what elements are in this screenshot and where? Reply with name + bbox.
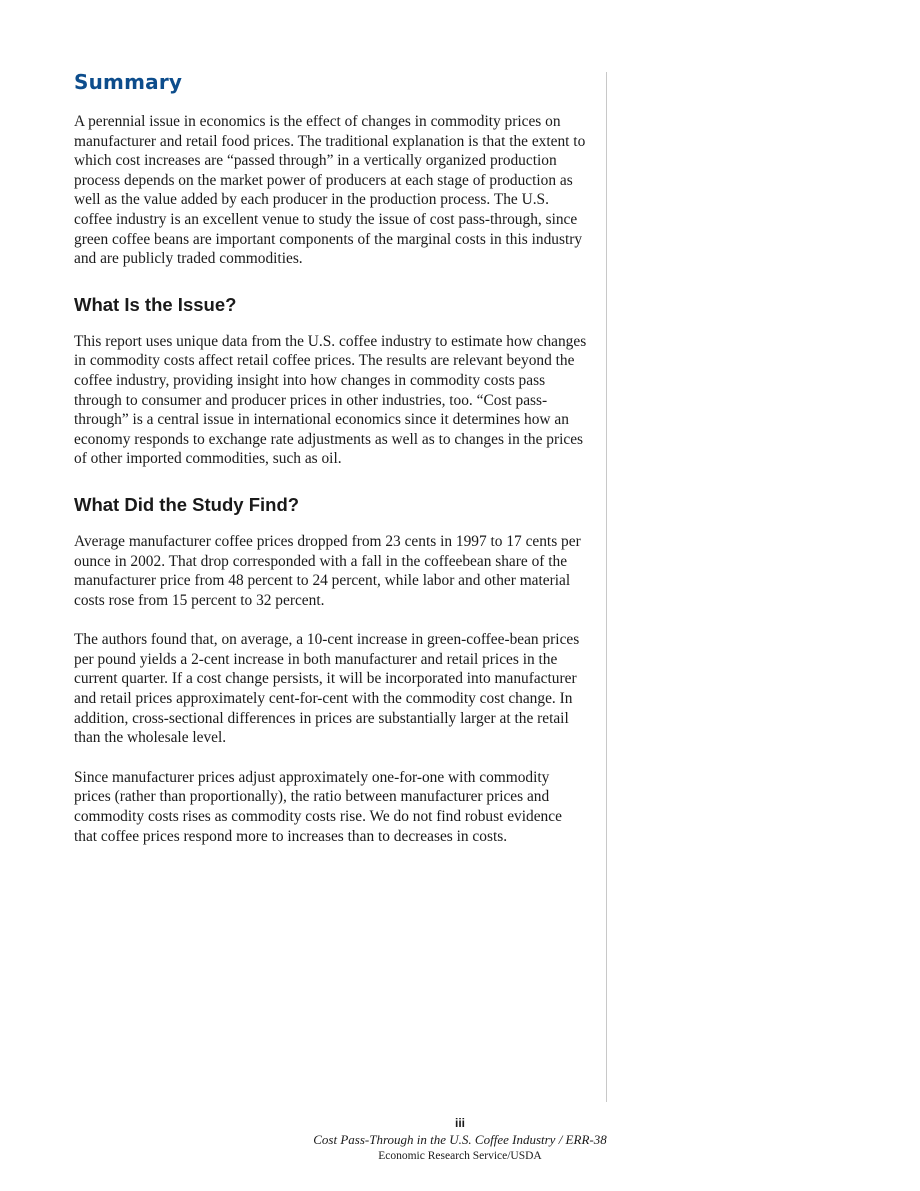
page-number: iii xyxy=(454,1116,465,1130)
agency-name: Economic Research Service/USDA xyxy=(378,1150,542,1162)
summary-heading: Summary xyxy=(74,70,183,94)
column-divider xyxy=(606,72,607,1102)
findings-paragraph-3: Since manufacturer prices adjust approximately one-for-one with commodity prices (rather than proportionally), the ratio between manufacturer prices and commodity costs rises as commodity costs rise. We do not find robust evidence that coffee prices respond more to increases than to decreases in costs. xyxy=(74,768,562,845)
issue-paragraph: This report uses unique data from the U.S. coffee industry to estimate how changes in commodity costs affect retail coffee prices. The results are relevant beyond the coffee industry, providing insight into how changes in commodity costs pass through to consumer and producer prices in other industries, too. “Cost pass-through” is a central issue in international economics since it determines how an economy responds to exchange rate adjustments as well as to changes in the prices of other imported commodities, such as oil. xyxy=(74,332,587,468)
summary-paragraph: A perennial issue in economics is the effect of changes in commodity prices on manufacturer and retail food prices. The traditional explanation is that the extent to which cost increases are “passed through” in a vertically organized production process depends on the market power of producers at each stage of production as well as the value added by each producer in the production process. The U.S. coffee industry is an excellent venue to study the issue of cost pass-through, since green coffee beans are important components of the marginal costs in this industry and are publicly traded commodities. xyxy=(74,113,586,268)
main-column xyxy=(74,68,588,866)
findings-paragraph-2: The authors found that, on average, a 10-cent increase in green-coffee-bean prices per pound yields a 2-cent increase in both manufacturer and retail prices in the current quarter. If a cost change persists, it will be incorporated into manufacturer and retail prices approximately cent-for-cent with the commodity cost change. In addition, cross-sectional differences in prices are substantially larger at the retail than the wholesale level. xyxy=(74,631,580,747)
findings-paragraph-1: Average manufacturer coffee prices dropped from 23 cents in 1997 to 17 cents per ounce in 2002. That drop corresponded with a fall in the coffeebean share of the manufacturer price from 48 percent to 24 percent, while labor and other material costs rose from 15 percent to 32 percent. xyxy=(74,532,581,609)
page-footer xyxy=(290,1116,630,1164)
findings-heading: What Did the Study Find? xyxy=(74,493,300,515)
issue-heading: What Is the Issue? xyxy=(74,293,237,315)
report-title: Cost Pass-Through in the U.S. Coffee Industry / ERR-38 xyxy=(313,1132,607,1147)
